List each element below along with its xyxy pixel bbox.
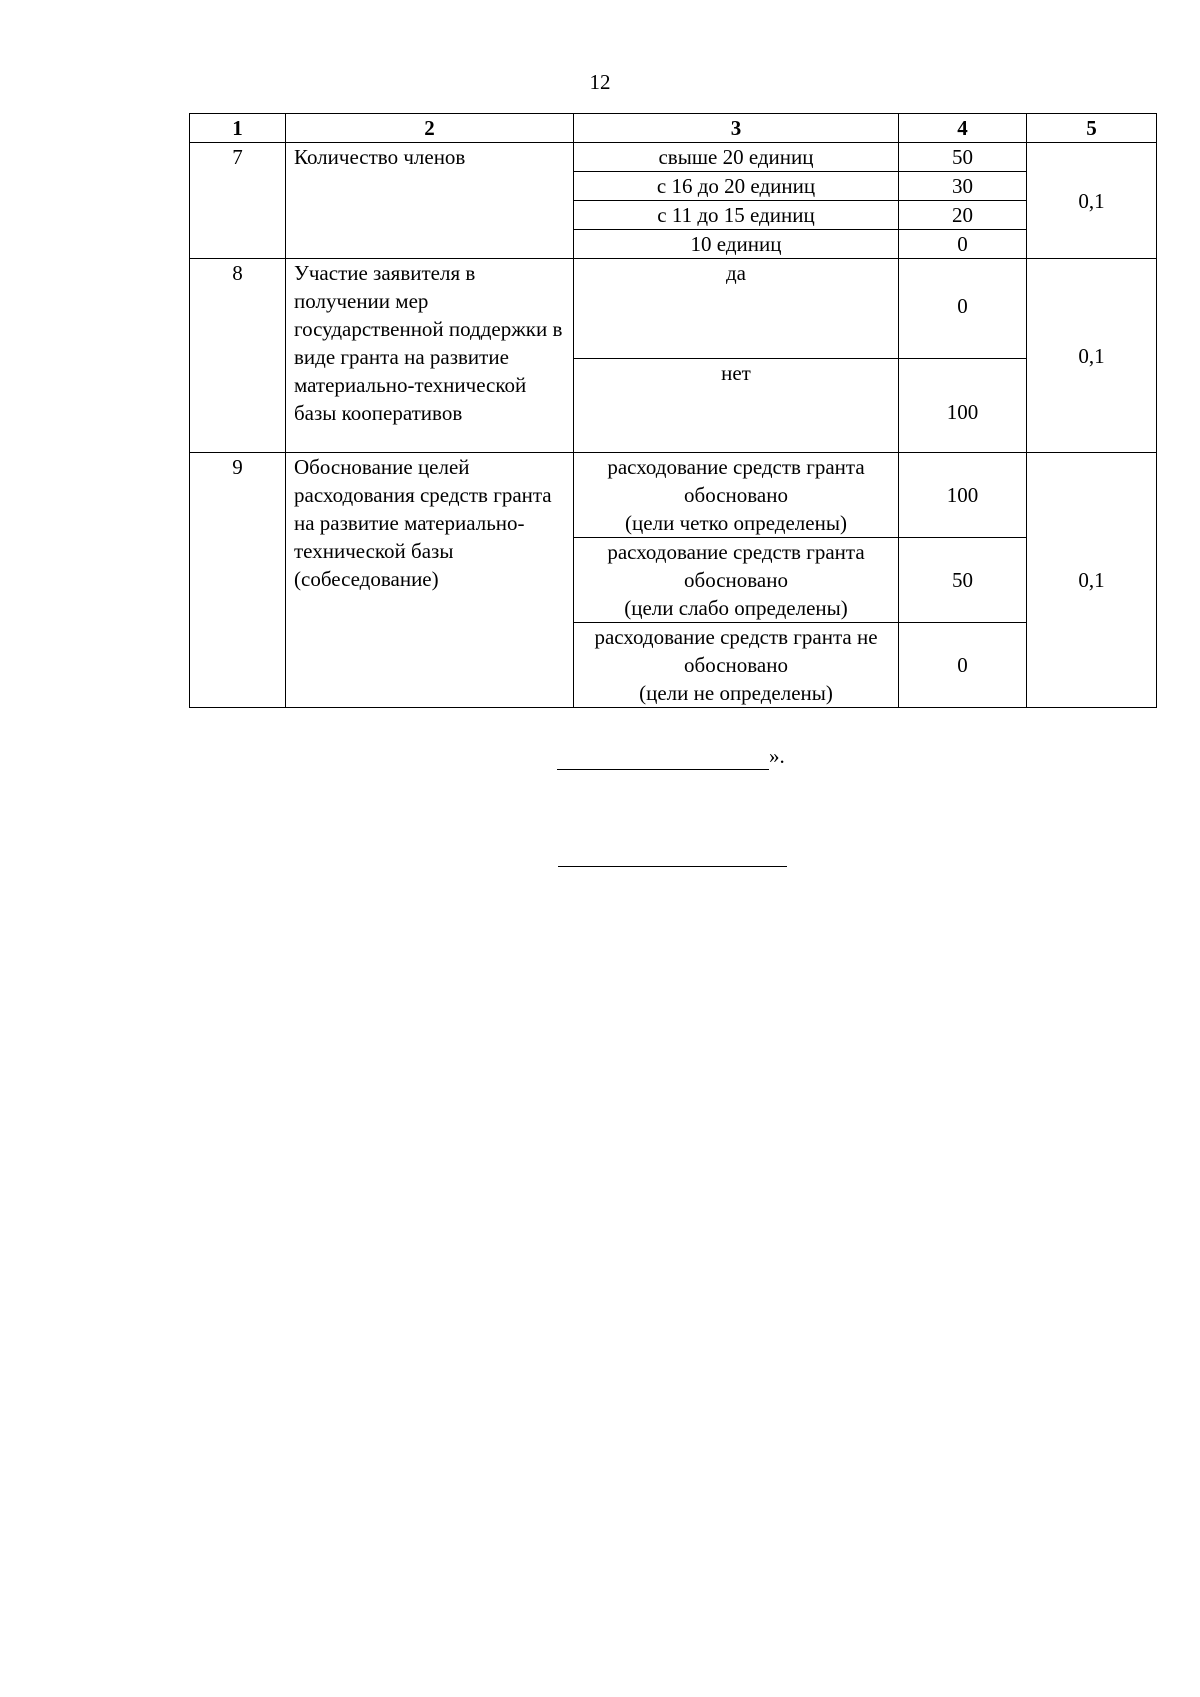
column-header-4: 4 — [899, 114, 1027, 143]
option-label: с 16 до 20 единиц — [574, 172, 899, 201]
option-text: расходование средств гранта не обосновано — [594, 625, 878, 677]
option-score: 50 — [899, 143, 1027, 172]
weight-cell: 0,1 — [1027, 143, 1157, 259]
option-score: 0 — [899, 230, 1027, 259]
row-number: 9 — [190, 453, 286, 708]
option-score: 30 — [899, 172, 1027, 201]
option-text: расходование средств гранта обосновано — [607, 455, 865, 507]
option-note: (цели четко определены) — [625, 511, 847, 535]
weight-cell: 0,1 — [1027, 453, 1157, 708]
signature-underline — [557, 745, 769, 770]
table-row — [190, 143, 1157, 172]
closing-line — [557, 742, 785, 770]
option-note: (цели слабо определены) — [624, 596, 848, 620]
option-label — [574, 538, 899, 623]
criterion-cell: Количество членов — [286, 143, 574, 259]
column-header-2: 2 — [286, 114, 574, 143]
option-score: 100 — [899, 359, 1027, 453]
page-number: 12 — [589, 70, 611, 94]
option-score: 20 — [899, 201, 1027, 230]
option-label: свыше 20 единиц — [574, 143, 899, 172]
option-score: 100 — [899, 453, 1027, 538]
column-header-5: 5 — [1027, 114, 1157, 143]
table-row — [190, 453, 1157, 538]
option-label — [574, 623, 899, 708]
option-score: 0 — [899, 259, 1027, 359]
criterion-cell: Участие заявителя в получении мер государственной поддержки в виде гранта на развитие материально-технической базы кооперативов — [286, 259, 574, 453]
end-of-document-rule — [558, 866, 787, 867]
column-header-1: 1 — [190, 114, 286, 143]
weight-cell: 0,1 — [1027, 259, 1157, 453]
option-text: расходование средств гранта обосновано — [607, 540, 865, 592]
row-number: 8 — [190, 259, 286, 453]
table-row — [190, 259, 1157, 359]
option-label: нет — [574, 359, 899, 453]
option-score: 0 — [899, 623, 1027, 708]
column-header-3: 3 — [574, 114, 899, 143]
option-label: с 11 до 15 единиц — [574, 201, 899, 230]
option-label: да — [574, 259, 899, 359]
criterion-cell: Обоснование целей расходования средств гранта на развитие материально-технической базы (собеседование) — [286, 453, 574, 708]
table-header-row — [190, 114, 1157, 143]
option-score: 50 — [899, 538, 1027, 623]
closing-quote-mark: ». — [769, 744, 785, 768]
option-note: (цели не определены) — [639, 681, 833, 705]
criteria-table — [189, 113, 1157, 708]
option-label — [574, 453, 899, 538]
row-number: 7 — [190, 143, 286, 259]
option-label: 10 единиц — [574, 230, 899, 259]
